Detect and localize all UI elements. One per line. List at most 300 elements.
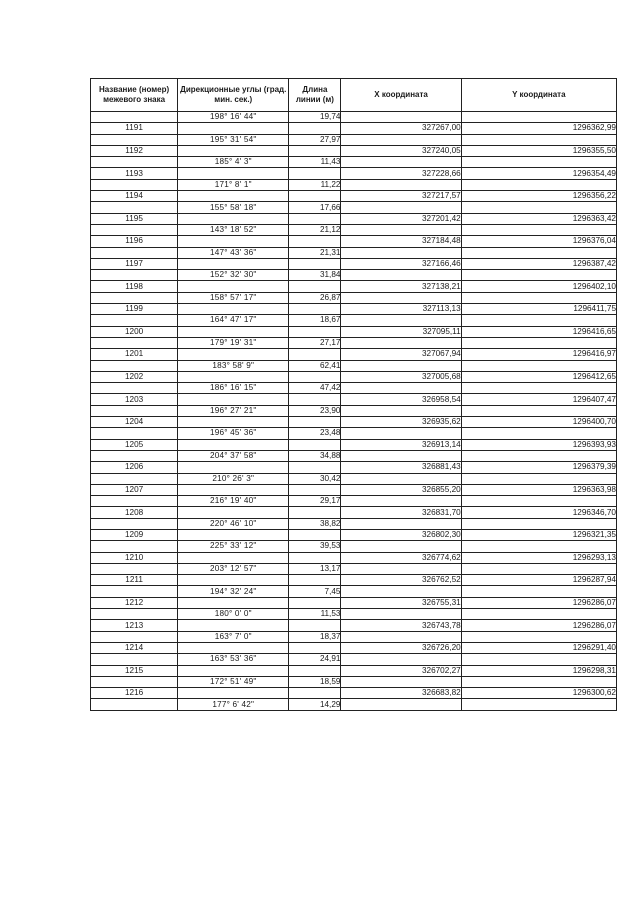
segment-row <box>91 247 617 258</box>
line-length-cell: 47,42 <box>289 383 341 394</box>
marker-name-cell: 1199 <box>91 304 178 315</box>
y-coordinate-cell: 1296293,13 <box>461 552 616 563</box>
line-length-cell <box>289 191 341 202</box>
bearing-cell <box>178 552 289 563</box>
segment-row <box>91 699 617 710</box>
y-coordinate-cell: 1296362,99 <box>461 123 616 134</box>
line-length-cell <box>289 688 341 699</box>
bearing-cell: 147° 43' 36" <box>178 247 289 258</box>
marker-name-cell <box>91 134 178 145</box>
marker-name-cell: 1195 <box>91 213 178 224</box>
segment-row <box>91 676 617 687</box>
marker-row <box>91 304 617 315</box>
y-coordinate-cell <box>461 609 616 620</box>
segment-row <box>91 337 617 348</box>
marker-name-cell: 1211 <box>91 575 178 586</box>
y-coordinate-cell <box>461 631 616 642</box>
marker-name-cell <box>91 609 178 620</box>
line-length-cell <box>289 597 341 608</box>
marker-name-cell: 1192 <box>91 145 178 156</box>
x-coordinate-cell <box>341 179 461 190</box>
bearing-cell <box>178 168 289 179</box>
y-coordinate-cell <box>461 496 616 507</box>
x-coordinate-cell <box>341 157 461 168</box>
x-coordinate-cell <box>341 270 461 281</box>
bearing-cell: 196° 45' 36" <box>178 428 289 439</box>
marker-name-cell <box>91 586 178 597</box>
marker-row <box>91 236 617 247</box>
marker-name-cell <box>91 541 178 552</box>
bearing-cell <box>178 417 289 428</box>
y-coordinate-cell <box>461 428 616 439</box>
bearing-cell <box>178 258 289 269</box>
coordinate-sheet <box>90 78 617 711</box>
bearing-cell <box>178 304 289 315</box>
segment-row <box>91 202 617 213</box>
line-length-cell: 21,31 <box>289 247 341 258</box>
y-coordinate-cell: 1296387,42 <box>461 258 616 269</box>
y-coordinate-cell: 1296402,10 <box>461 281 616 292</box>
segment-row <box>91 224 617 235</box>
y-coordinate-cell: 1296300,62 <box>461 688 616 699</box>
x-coordinate-cell: 327267,00 <box>341 123 461 134</box>
bearing-cell <box>178 688 289 699</box>
y-coordinate-cell <box>461 563 616 574</box>
segment-row <box>91 405 617 416</box>
marker-name-cell: 1203 <box>91 394 178 405</box>
marker-name-cell: 1207 <box>91 484 178 495</box>
bearing-cell: 179° 19' 31" <box>178 337 289 348</box>
line-length-cell <box>289 258 341 269</box>
bearing-cell <box>178 665 289 676</box>
segment-row <box>91 473 617 484</box>
y-coordinate-cell: 1296400,70 <box>461 417 616 428</box>
marker-name-cell: 1197 <box>91 258 178 269</box>
bearing-cell <box>178 529 289 540</box>
boundary-coordinates-table <box>90 78 617 711</box>
line-length-cell: 18,59 <box>289 676 341 687</box>
x-coordinate-cell <box>341 473 461 484</box>
line-length-cell: 17,66 <box>289 202 341 213</box>
x-coordinate-cell: 327067,94 <box>341 349 461 360</box>
table-body <box>91 112 617 711</box>
x-coordinate-cell <box>341 405 461 416</box>
marker-row <box>91 394 617 405</box>
header-x-coordinate: X координата <box>341 79 461 112</box>
marker-name-cell <box>91 202 178 213</box>
x-coordinate-cell <box>341 247 461 258</box>
x-coordinate-cell: 326958,54 <box>341 394 461 405</box>
y-coordinate-cell <box>461 654 616 665</box>
marker-name-cell: 1205 <box>91 439 178 450</box>
marker-name-cell <box>91 631 178 642</box>
marker-row <box>91 258 617 269</box>
line-length-cell: 26,87 <box>289 292 341 303</box>
x-coordinate-cell: 327095,11 <box>341 326 461 337</box>
marker-name-cell <box>91 315 178 326</box>
line-length-cell: 11,53 <box>289 609 341 620</box>
x-coordinate-cell: 326881,43 <box>341 462 461 473</box>
marker-name-cell <box>91 699 178 710</box>
line-length-cell <box>289 394 341 405</box>
marker-name-cell: 1204 <box>91 417 178 428</box>
line-length-cell: 14,29 <box>289 699 341 710</box>
x-coordinate-cell: 327184,48 <box>341 236 461 247</box>
line-length-cell: 19,74 <box>289 112 341 123</box>
y-coordinate-cell: 1296363,42 <box>461 213 616 224</box>
marker-name-cell: 1201 <box>91 349 178 360</box>
marker-name-cell <box>91 405 178 416</box>
line-length-cell: 34,88 <box>289 450 341 461</box>
bearing-cell: 196° 27' 21" <box>178 405 289 416</box>
bearing-cell: 198° 16' 44" <box>178 112 289 123</box>
y-coordinate-cell <box>461 337 616 348</box>
bearing-cell <box>178 236 289 247</box>
marker-row <box>91 371 617 382</box>
line-length-cell <box>289 281 341 292</box>
bearing-cell <box>178 213 289 224</box>
x-coordinate-cell <box>341 383 461 394</box>
x-coordinate-cell <box>341 360 461 371</box>
segment-row <box>91 496 617 507</box>
line-length-cell: 21,12 <box>289 224 341 235</box>
marker-row <box>91 145 617 156</box>
marker-name-cell: 1206 <box>91 462 178 473</box>
bearing-cell <box>178 597 289 608</box>
bearing-cell: 163° 53' 36" <box>178 654 289 665</box>
marker-name-cell: 1194 <box>91 191 178 202</box>
x-coordinate-cell: 326762,52 <box>341 575 461 586</box>
bearing-cell: 210° 26' 3" <box>178 473 289 484</box>
bearing-cell: 195° 31' 54" <box>178 134 289 145</box>
bearing-cell: 164° 47' 17" <box>178 315 289 326</box>
marker-row <box>91 191 617 202</box>
bearing-cell <box>178 371 289 382</box>
x-coordinate-cell <box>341 586 461 597</box>
line-length-cell: 38,82 <box>289 518 341 529</box>
x-coordinate-cell: 327166,46 <box>341 258 461 269</box>
x-coordinate-cell <box>341 563 461 574</box>
marker-name-cell: 1202 <box>91 371 178 382</box>
x-coordinate-cell <box>341 450 461 461</box>
marker-name-cell <box>91 383 178 394</box>
y-coordinate-cell: 1296354,49 <box>461 168 616 179</box>
line-length-cell: 27,97 <box>289 134 341 145</box>
segment-row <box>91 586 617 597</box>
line-length-cell <box>289 417 341 428</box>
segment-row <box>91 654 617 665</box>
bearing-cell: 204° 37' 58" <box>178 450 289 461</box>
marker-row <box>91 529 617 540</box>
bearing-cell: 225° 33' 12" <box>178 541 289 552</box>
segment-row <box>91 563 617 574</box>
segment-row <box>91 541 617 552</box>
y-coordinate-cell: 1296393,93 <box>461 439 616 450</box>
bearing-cell: 185° 4' 3" <box>178 157 289 168</box>
marker-name-cell <box>91 473 178 484</box>
bearing-cell <box>178 145 289 156</box>
bearing-cell <box>178 326 289 337</box>
segment-row <box>91 270 617 281</box>
bearing-cell <box>178 349 289 360</box>
header-y-coordinate: Y координата <box>461 79 616 112</box>
header-line-length: Длина линии (м) <box>289 79 341 112</box>
bearing-cell <box>178 575 289 586</box>
bearing-cell: 163° 7' 0" <box>178 631 289 642</box>
y-coordinate-cell: 1296363,98 <box>461 484 616 495</box>
marker-name-cell: 1210 <box>91 552 178 563</box>
y-coordinate-cell <box>461 360 616 371</box>
marker-name-cell <box>91 247 178 258</box>
line-length-cell: 13,17 <box>289 563 341 574</box>
y-coordinate-cell: 1296412,65 <box>461 371 616 382</box>
marker-row <box>91 575 617 586</box>
marker-name-cell: 1208 <box>91 507 178 518</box>
marker-row <box>91 168 617 179</box>
segment-row <box>91 383 617 394</box>
marker-name-cell <box>91 337 178 348</box>
marker-name-cell: 1212 <box>91 597 178 608</box>
x-coordinate-cell <box>341 518 461 529</box>
marker-name-cell: 1216 <box>91 688 178 699</box>
marker-name-cell: 1214 <box>91 642 178 653</box>
x-coordinate-cell <box>341 676 461 687</box>
x-coordinate-cell: 326755,31 <box>341 597 461 608</box>
x-coordinate-cell: 326802,30 <box>341 529 461 540</box>
bearing-cell <box>178 394 289 405</box>
x-coordinate-cell <box>341 134 461 145</box>
marker-row <box>91 597 617 608</box>
y-coordinate-cell <box>461 247 616 258</box>
marker-name-cell: 1191 <box>91 123 178 134</box>
y-coordinate-cell <box>461 541 616 552</box>
y-coordinate-cell: 1296321,35 <box>461 529 616 540</box>
y-coordinate-cell: 1296356,22 <box>461 191 616 202</box>
marker-name-cell <box>91 224 178 235</box>
marker-name-cell <box>91 360 178 371</box>
y-coordinate-cell: 1296286,07 <box>461 620 616 631</box>
bearing-cell: 152° 32' 30" <box>178 270 289 281</box>
marker-row <box>91 665 617 676</box>
line-length-cell <box>289 552 341 563</box>
bearing-cell: 183° 58' 9" <box>178 360 289 371</box>
marker-row <box>91 642 617 653</box>
marker-name-cell <box>91 112 178 123</box>
line-length-cell: 11,22 <box>289 179 341 190</box>
x-coordinate-cell: 326702,27 <box>341 665 461 676</box>
marker-name-cell <box>91 563 178 574</box>
x-coordinate-cell: 327138,21 <box>341 281 461 292</box>
header-marker-name: Название (номер) межевого знака <box>91 79 178 112</box>
line-length-cell <box>289 529 341 540</box>
x-coordinate-cell <box>341 202 461 213</box>
line-length-cell <box>289 168 341 179</box>
y-coordinate-cell <box>461 405 616 416</box>
bearing-cell: 203° 12' 57" <box>178 563 289 574</box>
line-length-cell <box>289 304 341 315</box>
x-coordinate-cell <box>341 496 461 507</box>
marker-row <box>91 439 617 450</box>
segment-row <box>91 157 617 168</box>
x-coordinate-cell: 326726,20 <box>341 642 461 653</box>
marker-row <box>91 326 617 337</box>
line-length-cell: 30,42 <box>289 473 341 484</box>
x-coordinate-cell <box>341 631 461 642</box>
line-length-cell: 39,53 <box>289 541 341 552</box>
x-coordinate-cell: 327240,05 <box>341 145 461 156</box>
line-length-cell: 62,41 <box>289 360 341 371</box>
bearing-cell: 180° 0' 0" <box>178 609 289 620</box>
y-coordinate-cell <box>461 315 616 326</box>
x-coordinate-cell: 326774,62 <box>341 552 461 563</box>
bearing-cell: 155° 58' 18" <box>178 202 289 213</box>
x-coordinate-cell <box>341 699 461 710</box>
x-coordinate-cell <box>341 609 461 620</box>
line-length-cell: 24,91 <box>289 654 341 665</box>
y-coordinate-cell <box>461 134 616 145</box>
y-coordinate-cell <box>461 473 616 484</box>
bearing-cell <box>178 191 289 202</box>
line-length-cell <box>289 642 341 653</box>
marker-row <box>91 462 617 473</box>
marker-name-cell <box>91 270 178 281</box>
marker-row <box>91 281 617 292</box>
y-coordinate-cell: 1296287,94 <box>461 575 616 586</box>
bearing-cell <box>178 484 289 495</box>
line-length-cell: 7,45 <box>289 586 341 597</box>
x-coordinate-cell: 326855,20 <box>341 484 461 495</box>
marker-row <box>91 552 617 563</box>
bearing-cell: 171° 8' 1" <box>178 179 289 190</box>
bearing-cell <box>178 123 289 134</box>
line-length-cell <box>289 213 341 224</box>
x-coordinate-cell: 326683,82 <box>341 688 461 699</box>
segment-row <box>91 112 617 123</box>
bearing-cell <box>178 439 289 450</box>
x-coordinate-cell <box>341 428 461 439</box>
bearing-cell: 220° 46' 10" <box>178 518 289 529</box>
x-coordinate-cell: 327113,13 <box>341 304 461 315</box>
line-length-cell: 29,17 <box>289 496 341 507</box>
marker-name-cell <box>91 518 178 529</box>
marker-name-cell <box>91 292 178 303</box>
y-coordinate-cell: 1296416,97 <box>461 349 616 360</box>
line-length-cell <box>289 507 341 518</box>
x-coordinate-cell: 327201,42 <box>341 213 461 224</box>
marker-row <box>91 484 617 495</box>
x-coordinate-cell <box>341 315 461 326</box>
x-coordinate-cell: 327228,66 <box>341 168 461 179</box>
marker-name-cell: 1200 <box>91 326 178 337</box>
bearing-cell <box>178 642 289 653</box>
marker-row <box>91 688 617 699</box>
y-coordinate-cell <box>461 518 616 529</box>
bearing-cell: 186° 16' 15" <box>178 383 289 394</box>
line-length-cell <box>289 575 341 586</box>
y-coordinate-cell <box>461 450 616 461</box>
segment-row <box>91 518 617 529</box>
bearing-cell: 158° 57' 17" <box>178 292 289 303</box>
marker-name-cell <box>91 157 178 168</box>
y-coordinate-cell <box>461 157 616 168</box>
line-length-cell: 23,90 <box>289 405 341 416</box>
segment-row <box>91 450 617 461</box>
x-coordinate-cell <box>341 337 461 348</box>
y-coordinate-cell <box>461 202 616 213</box>
line-length-cell <box>289 371 341 382</box>
marker-name-cell <box>91 654 178 665</box>
segment-row <box>91 609 617 620</box>
marker-name-cell: 1213 <box>91 620 178 631</box>
marker-name-cell <box>91 676 178 687</box>
segment-row <box>91 292 617 303</box>
marker-row <box>91 417 617 428</box>
line-length-cell <box>289 145 341 156</box>
marker-name-cell: 1196 <box>91 236 178 247</box>
y-coordinate-cell <box>461 676 616 687</box>
bearing-cell <box>178 281 289 292</box>
x-coordinate-cell <box>341 541 461 552</box>
y-coordinate-cell: 1296411,75 <box>461 304 616 315</box>
segment-row <box>91 134 617 145</box>
marker-name-cell <box>91 428 178 439</box>
marker-row <box>91 507 617 518</box>
y-coordinate-cell: 1296286,07 <box>461 597 616 608</box>
y-coordinate-cell <box>461 383 616 394</box>
table-header-row <box>91 79 617 112</box>
x-coordinate-cell: 326743,78 <box>341 620 461 631</box>
marker-name-cell: 1193 <box>91 168 178 179</box>
line-length-cell <box>289 123 341 134</box>
marker-name-cell <box>91 179 178 190</box>
x-coordinate-cell <box>341 654 461 665</box>
x-coordinate-cell <box>341 224 461 235</box>
line-length-cell: 27,17 <box>289 337 341 348</box>
bearing-cell: 172° 51' 49" <box>178 676 289 687</box>
marker-row <box>91 620 617 631</box>
bearing-cell <box>178 507 289 518</box>
line-length-cell <box>289 462 341 473</box>
y-coordinate-cell: 1296355,50 <box>461 145 616 156</box>
y-coordinate-cell <box>461 224 616 235</box>
y-coordinate-cell <box>461 112 616 123</box>
y-coordinate-cell: 1296416,65 <box>461 326 616 337</box>
segment-row <box>91 360 617 371</box>
bearing-cell <box>178 620 289 631</box>
line-length-cell <box>289 236 341 247</box>
line-length-cell <box>289 484 341 495</box>
y-coordinate-cell: 1296298,31 <box>461 665 616 676</box>
y-coordinate-cell <box>461 699 616 710</box>
line-length-cell: 11,43 <box>289 157 341 168</box>
line-length-cell <box>289 326 341 337</box>
segment-row <box>91 315 617 326</box>
y-coordinate-cell <box>461 179 616 190</box>
marker-name-cell: 1209 <box>91 529 178 540</box>
marker-name-cell <box>91 496 178 507</box>
segment-row <box>91 179 617 190</box>
marker-row <box>91 213 617 224</box>
line-length-cell: 23,48 <box>289 428 341 439</box>
line-length-cell: 18,37 <box>289 631 341 642</box>
line-length-cell <box>289 665 341 676</box>
marker-name-cell: 1215 <box>91 665 178 676</box>
bearing-cell: 143° 18' 52" <box>178 224 289 235</box>
header-bearing: Дирекционные углы (град. мин. сек.) <box>178 79 289 112</box>
y-coordinate-cell: 1296291,40 <box>461 642 616 653</box>
bearing-cell: 177° 6' 42" <box>178 699 289 710</box>
x-coordinate-cell <box>341 112 461 123</box>
